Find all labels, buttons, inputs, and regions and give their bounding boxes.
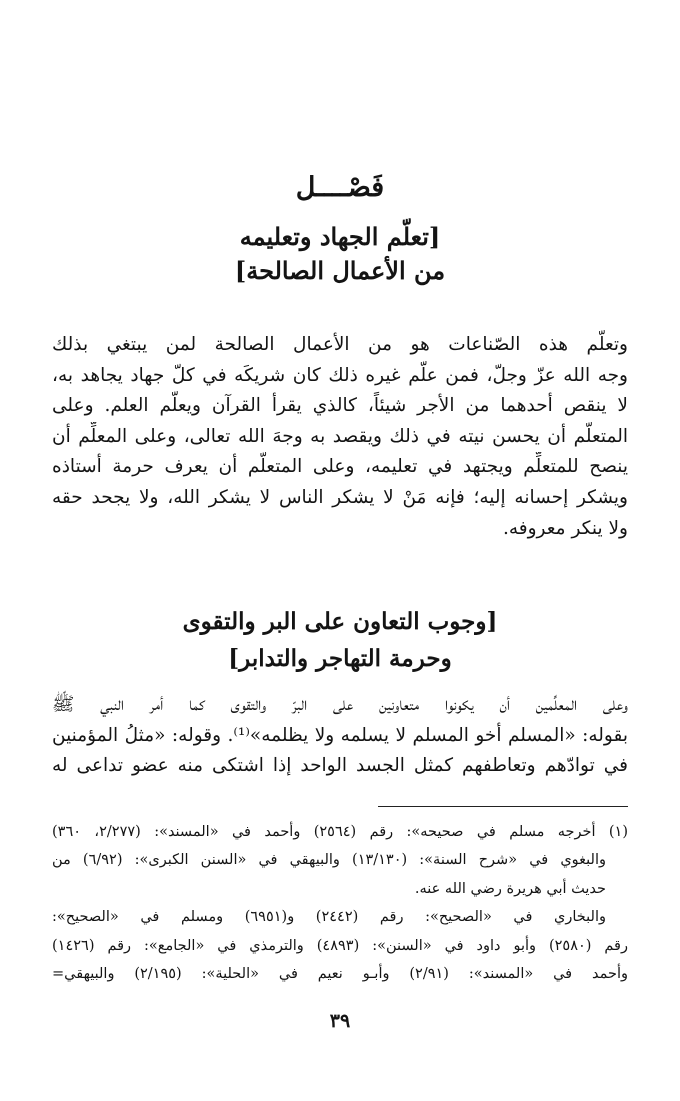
paragraph-line: في توادّهم وتعاطفهم كمثل الجسد الواحد إذا اشتكى منه عضو تداعى له	[52, 755, 628, 777]
paragraph-line: المتعلّم أن يحسن نيته في ذلك ويقصد به وجهَ الله تعالى، وعلى المعلِّم أن	[52, 425, 628, 447]
paragraph-2	[52, 690, 628, 782]
paragraph-line: وتعلّم هذه الصّناعات هو من الأعمال الصالحة لمن يبتغي بذلك	[52, 334, 628, 355]
footnote-line: (١) أخرجه مسلم في صحيحه»: رقم (٢٥٦٤) وأحمد في «المسند»: (٢/٢٧٧، ٣٦٠)	[52, 824, 628, 840]
subsection-title-line-2: وحرمة التهاجر والتدابر]	[228, 645, 452, 672]
footnote-line: حديث أبي هريرة رضي الله عنه.	[414, 880, 606, 897]
page-number: ٣٩	[329, 1010, 351, 1032]
footnote-line: رقم (٢٥٨٠) وأبو داود في «السنن»: (٤٨٩٣) والترمذي في «الجامع»: رقم (١٤٢٦)	[52, 937, 628, 954]
paragraph-line: ويشكر إحسانه إليه؛ فإنه مَنْ لا يشكر الناس لا يشكر الله، ولا يجحد حقه	[52, 486, 628, 508]
paragraph-line: وعلى المعلِّمين أن يكونوا متعاونين على البرّ والتقوى كما أمر النبي ﷺ	[52, 694, 628, 715]
footnote-line: وأحمد في «المسند»: (٢/٩١) وأبـو نعيم في «الحلية»: (٢/١٩٥) والبيهقي=	[52, 966, 628, 983]
paragraph-line: لا ينقص أحدهما من الأجر شيئاً، كالذي يقرأ القرآن ويعلّم العلم. وعلى	[52, 395, 628, 417]
paragraph-line: ينصح للمتعلِّم ويجتهد في تعليمه، وعلى المتعلّم أن يعرف حرمة أستاذه	[52, 456, 628, 478]
section-heading-fasl: فَصْــــل	[295, 172, 385, 203]
footnote-line: والبغوي في «شرح السنة»: (١٣/١٣٠) والبيهقي في «السنن الكبرى»: (٦/٩٢) من	[52, 852, 606, 869]
footnote-separator	[378, 806, 628, 807]
footnote-line: والبخاري في «الصحيح»: رقم (٢٤٤٢) و(٦٩٥١) ومسلم في «الصحيح»:	[52, 909, 606, 926]
paragraph-1	[52, 330, 628, 544]
section-title-line-1: [تعلّم الجهاد وتعليمه	[239, 222, 441, 251]
paragraph-line: وجه الله عزّ وجلّ، فمن علّم غيره ذلك كان شريكَه في كلّ جهاد يجاهد به،	[52, 364, 628, 386]
section-title-line-2: من الأعمال الصالحة]	[234, 256, 446, 285]
subsection-title-line-1: [وجوب التعاون على البر والتقوى	[182, 608, 498, 635]
paragraph-line: ولا ينكر معروفه.	[502, 517, 628, 539]
footnotes	[52, 818, 628, 988]
paragraph-line: بقوله: «المسلم أخو المسلم لا يسلمه ولا يظلمه»⁽¹⁾. وقوله: «مثلُ المؤمنين	[52, 724, 628, 746]
